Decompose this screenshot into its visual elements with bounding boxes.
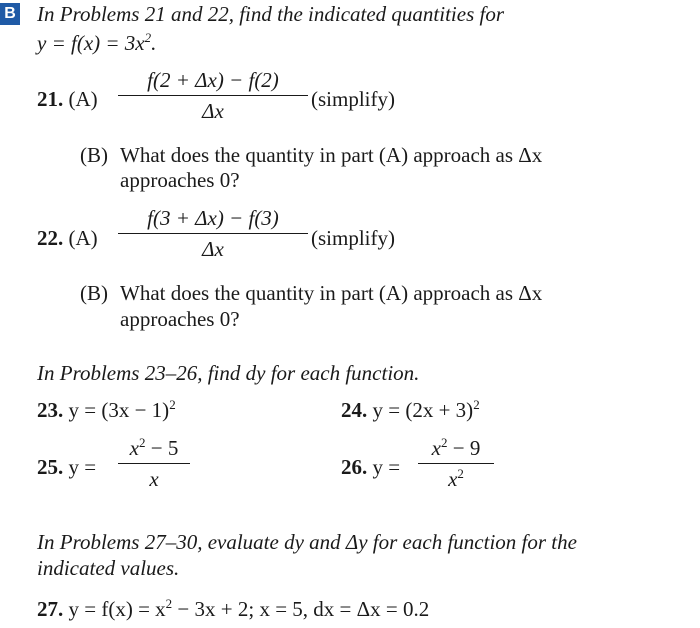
intro-text-3-line2: indicated values. xyxy=(37,556,180,580)
fraction-denominator: x xyxy=(149,467,159,491)
problem-26-fraction xyxy=(418,436,494,492)
part-a-label: (A) xyxy=(68,87,98,111)
exponent: 2 xyxy=(473,397,480,412)
fraction-bar xyxy=(118,95,308,96)
problem-26-lhs: y = xyxy=(372,455,401,479)
problem-23-expression: y = (3x − 1) xyxy=(68,398,170,422)
part-a-label: (A) xyxy=(68,226,98,250)
problem-number: 27. xyxy=(37,597,64,621)
problem-22-part-b-line2: approaches 0? xyxy=(120,307,240,331)
problem-21-part-b-label: (B) xyxy=(80,143,108,167)
problem-24-expression: y = (2x + 3) xyxy=(372,398,474,422)
problem-21-note: (simplify) xyxy=(311,87,395,111)
intro-text-1: In Problems 21 and 22, find the indicated quantities for xyxy=(37,2,505,26)
problem-21-label xyxy=(37,87,98,112)
problem-number: 25. xyxy=(37,455,64,479)
problem-number: 22. xyxy=(37,226,64,250)
fraction-denominator: Δx xyxy=(202,237,224,261)
problem-27-expression-prefix: y = f(x) = x xyxy=(68,597,166,621)
problem-number: 26. xyxy=(341,455,368,479)
fraction-numerator: f(3 + Δx) − f(3) xyxy=(147,206,279,230)
problem-21-fraction xyxy=(118,68,308,124)
problem-25-fraction xyxy=(118,436,190,492)
problem-number: 23. xyxy=(37,398,64,422)
fraction-denominator: $x^2$ xyxy=(448,466,464,491)
problem-23 xyxy=(37,398,176,423)
intro-text-2: In Problems 23–26, find dy for each function. xyxy=(37,361,420,385)
intro-function-base: y = f(x) = 3x xyxy=(37,31,145,55)
fraction-bar xyxy=(418,463,494,464)
intro-function-period: . xyxy=(151,31,157,55)
problem-26-label xyxy=(341,455,400,480)
problem-number: 24. xyxy=(341,398,368,422)
intro-function-exponent: 2 xyxy=(144,30,152,45)
problem-22-label xyxy=(37,226,98,251)
fraction-numerator: $x^2 - 5$ xyxy=(129,435,179,460)
problem-25-lhs: y = xyxy=(68,455,97,479)
problem-number: 21. xyxy=(37,87,64,111)
problem-27 xyxy=(37,597,429,622)
fraction-numerator: f(2 + Δx) − f(2) xyxy=(147,68,279,92)
problem-27-expression-suffix: − 3x + 2; x = 5, dx = Δx = 0.2 xyxy=(172,597,430,621)
fraction-bar xyxy=(118,233,308,234)
section-badge: B xyxy=(0,3,20,25)
exponent: 2 xyxy=(169,397,176,412)
intro-text-3-line1: In Problems 27–30, evaluate dy and Δy for each function for the xyxy=(37,530,577,554)
problem-21-part-b-line2: approaches 0? xyxy=(120,168,240,192)
problem-24 xyxy=(341,398,480,423)
fraction-denominator: Δx xyxy=(202,99,224,123)
problem-22-note: (simplify) xyxy=(311,226,395,250)
exponent: 2 xyxy=(165,596,173,611)
intro-function xyxy=(37,31,156,56)
problem-22-part-b-label: (B) xyxy=(80,281,108,305)
problem-21-part-b-line1: What does the quantity in part (A) approach as Δx xyxy=(120,143,543,167)
fraction-numerator: $x^2 - 9$ xyxy=(431,435,481,460)
problem-22-fraction xyxy=(118,206,308,262)
problem-25-label xyxy=(37,455,96,480)
problem-22-part-b-line1: What does the quantity in part (A) approach as Δx xyxy=(120,281,543,305)
fraction-bar xyxy=(118,463,190,464)
